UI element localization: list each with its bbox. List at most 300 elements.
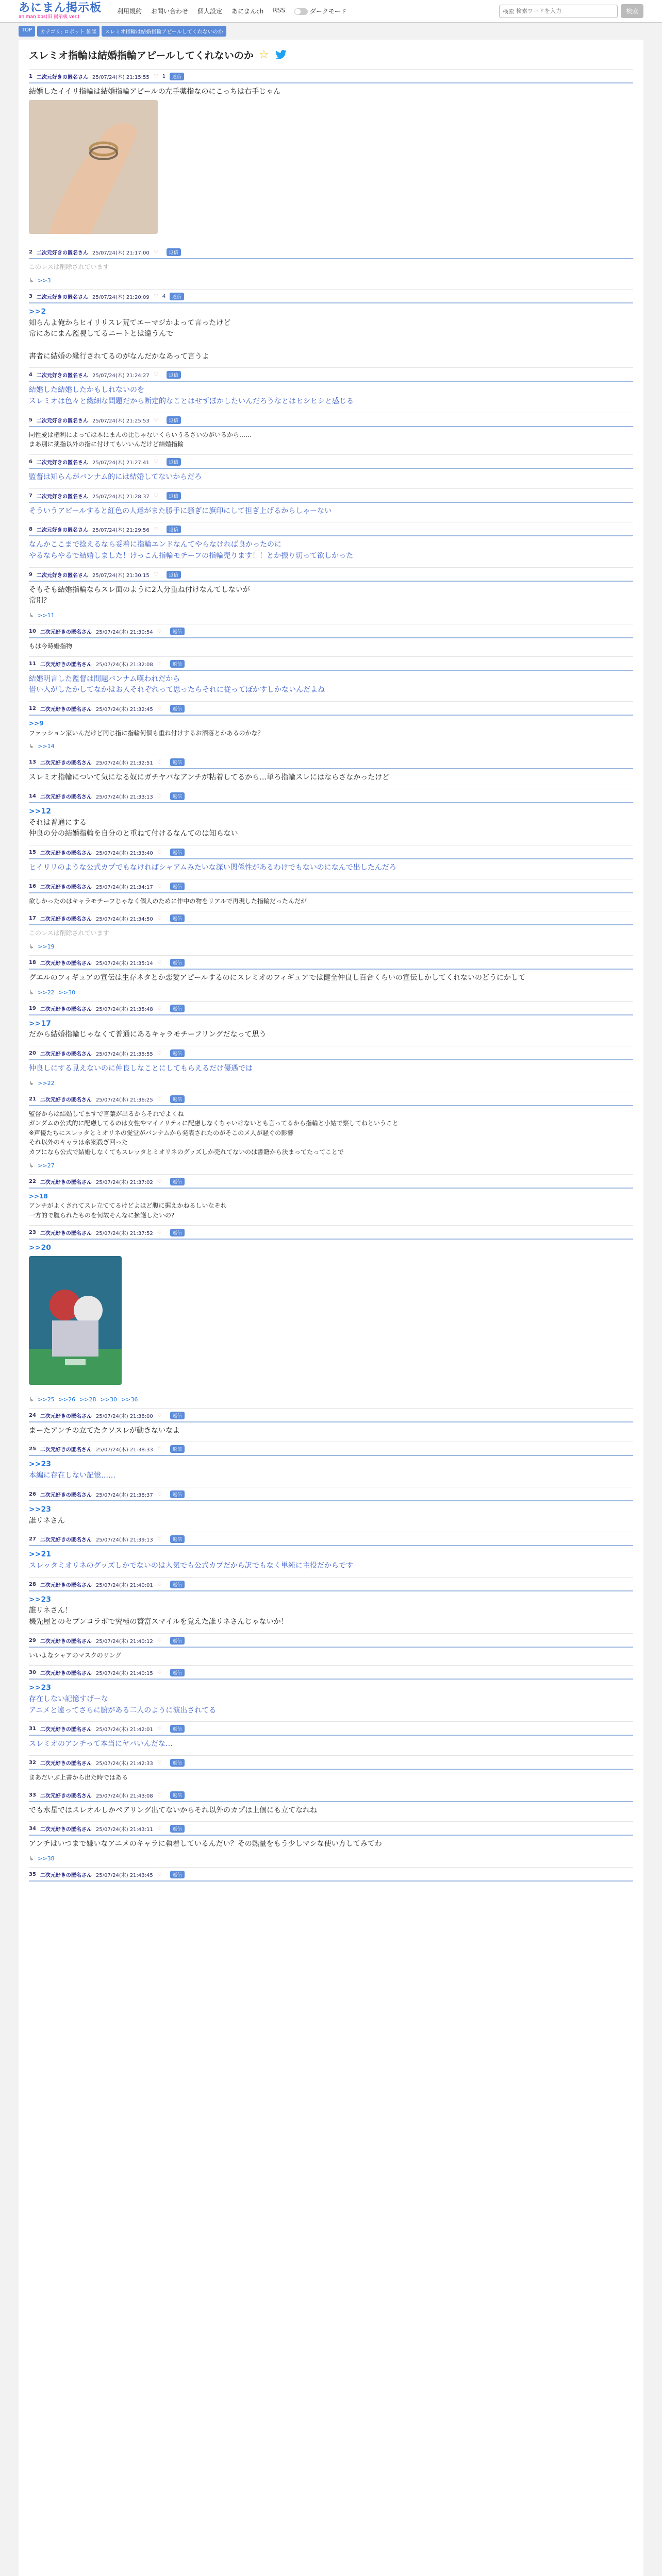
reply-list <box>29 943 633 955</box>
breadcrumb-thread[interactable]: スレミオ指輪は結婚指輪アピールしてくれないのか <box>102 26 226 37</box>
post-body <box>29 536 633 567</box>
reply-button[interactable]: 返信 <box>167 416 181 424</box>
post-meta <box>29 628 633 635</box>
post-number[interactable]: 6 <box>29 459 32 465</box>
post-number[interactable]: 23 <box>29 1230 36 1236</box>
breadcrumb-category[interactable]: カテゴリ: ロボット 雑談 <box>37 26 100 37</box>
post-text: そもそも結婚指輪ならスレ面のように2人分重ね付けなんてしないが 常別？ <box>29 585 250 605</box>
reply-button[interactable]: 返信 <box>170 1791 185 1799</box>
like-icon[interactable]: ♡ <box>157 660 162 667</box>
like-icon[interactable]: ♡ <box>157 1792 162 1798</box>
like-icon[interactable]: ♡ <box>157 629 162 635</box>
post-date: 25/07/24(木) 21:40:15 <box>95 1671 153 1677</box>
post-meta <box>29 883 633 890</box>
post-text: でも水星ではスレオルしかペアリング出てないからそれ以外のカプは上個にも立てなれね <box>29 1806 318 1815</box>
like-icon[interactable]: ♡ <box>157 1670 162 1676</box>
post-date: 25/07/24(木) 21:27:41 <box>92 460 150 466</box>
reply-link[interactable]: >>28 <box>79 1396 96 1403</box>
reply-button[interactable]: 返信 <box>170 758 185 766</box>
post-text: 監督からは結婚してますで言葉が出るからそれでよくね ガンダムの公式的に配慮してるのは女性やマイノリティに配慮しなくちゃいけないとも言ってるから指輪と小姑で察してねということ ※声優たちにスレッタとミオリネの愛堂がバンナムから発表されたのがそこのメ人が騒ぐの影響 それ以外のキャラは余案殺ぎ回った カプになら公式で結婚しなくてもスレッタとミオリネのグッズしか売れてないのは書籍から決まってたってことで <box>29 1110 399 1156</box>
like-icon[interactable]: ♡ <box>153 249 158 256</box>
reply-anchor-link[interactable]: >>23 <box>29 1460 51 1469</box>
anime-poster-image[interactable] <box>29 1254 633 1391</box>
reply-button[interactable]: 返信 <box>170 1178 185 1185</box>
reply-link[interactable]: >>30 <box>58 989 76 996</box>
like-icon[interactable]: ♡ <box>153 74 158 79</box>
post <box>29 1867 633 1890</box>
poster-name: 二次元好きの匿名さん <box>36 294 88 300</box>
post-number[interactable]: 9 <box>29 571 32 578</box>
reply-button[interactable]: 返信 <box>170 1229 185 1236</box>
reply-button[interactable]: 返信 <box>170 1490 185 1498</box>
post-body <box>29 1015 633 1046</box>
post-body <box>29 1836 633 1855</box>
post-meta <box>29 1669 633 1676</box>
post-meta <box>29 1412 633 1419</box>
poster-name: 二次元好きの匿名さん <box>40 1051 92 1057</box>
post-date: 25/07/24(木) 21:20:09 <box>92 294 150 300</box>
post <box>29 1665 633 1721</box>
post-meta <box>29 1095 633 1103</box>
post-date: 25/07/24(木) 21:42:01 <box>95 1727 153 1733</box>
search-scope-label[interactable]: 検索 <box>502 8 514 15</box>
post-date: 25/07/24(木) 21:35:14 <box>95 960 153 967</box>
post-text: グエルのフィギュアの宣伝は生存ネタとか恋愛アピールするのにスレミオのフィギュアでは健全仲良し百合くらいの宣伝しかしてくれないのどうにかして <box>29 973 526 982</box>
post-date: 25/07/24(木) 21:34:50 <box>95 917 153 923</box>
poster-name: 二次元好きの匿名さん <box>40 851 92 856</box>
post-number[interactable]: 24 <box>29 1412 36 1418</box>
like-icon[interactable]: ♡ <box>157 850 162 855</box>
post-body <box>29 1882 633 1890</box>
reply-link[interactable]: >>11 <box>38 612 55 619</box>
site-logo[interactable] <box>19 3 102 20</box>
like-icon[interactable]: ♡ <box>157 1446 162 1452</box>
post-number[interactable]: 12 <box>29 706 36 712</box>
post-body <box>29 1501 633 1532</box>
like-icon[interactable]: ♡ <box>157 883 162 889</box>
like-icon[interactable]: ♡ <box>157 1759 162 1766</box>
poster-name: 二次元好きの匿名さん <box>40 1827 92 1833</box>
reply-button[interactable]: 返信 <box>170 959 185 967</box>
post-body <box>29 382 633 412</box>
post-meta <box>29 660 633 668</box>
reply-link[interactable]: >>19 <box>38 943 55 950</box>
post-meta <box>29 1725 633 1733</box>
post-text: スレミオ指輪について気になる奴にガチヤバなアンチが粘着してるから…単ろ指輪スレにはならさなかったけど <box>29 773 390 782</box>
post-date: 25/07/24(木) 21:40:01 <box>95 1582 153 1588</box>
twitter-share-icon[interactable] <box>274 50 288 60</box>
reply-button[interactable]: 返信 <box>170 1445 185 1453</box>
poster-name: 二次元好きの匿名さん <box>40 1582 92 1588</box>
reply-anchor-link[interactable]: >>9 <box>29 720 44 727</box>
post-meta <box>29 849 633 856</box>
like-icon[interactable]: ♡ <box>153 372 158 378</box>
reply-button[interactable]: 返信 <box>170 1581 185 1588</box>
post <box>29 69 633 245</box>
like-icon[interactable]: ♡ <box>157 916 162 922</box>
poster-name: 二次元好きの匿名さん <box>40 917 92 923</box>
post-meta <box>29 1825 633 1833</box>
poster-name: 二次元好きの匿名さん <box>40 1179 92 1185</box>
post-number[interactable]: 31 <box>29 1726 36 1732</box>
like-icon[interactable]: ♡ <box>157 1491 162 1497</box>
thread-header <box>29 48 633 62</box>
post-number[interactable]: 29 <box>29 1637 36 1643</box>
post <box>29 789 633 845</box>
reply-icon: ↳ <box>29 1396 34 1403</box>
post-text: アンチがよくされてスレ立ててるけどよほど腹に据えかねるしいなそれ 一方的で腹られたものを何故そんなに擁護したいの? <box>29 1202 227 1219</box>
post-number[interactable]: 25 <box>29 1446 36 1452</box>
post-text: そういうアピールすると紅色の人達がまた勝手に騒ぎに旗印にして担ぎ上げるからしゃーない <box>29 506 332 515</box>
post-body <box>29 1591 633 1633</box>
reply-list <box>29 743 633 755</box>
poster-name: 二次元好きの匿名さん <box>36 250 88 257</box>
post-meta <box>29 1490 633 1498</box>
post-number[interactable]: 4 <box>29 372 32 378</box>
post-body <box>29 1060 633 1080</box>
reply-anchor-link[interactable]: >>23 <box>29 1505 51 1514</box>
like-icon[interactable]: ♡ <box>157 959 162 965</box>
reply-anchor-link[interactable]: >>23 <box>29 1595 51 1604</box>
reply-anchor-link[interactable]: >>17 <box>29 1019 51 1028</box>
reply-button[interactable]: 返信 <box>170 914 185 922</box>
search-button[interactable]: 検索 <box>621 4 643 18</box>
like-icon[interactable]: ♡ <box>157 759 162 766</box>
post-body <box>29 970 633 989</box>
poster-name: 二次元好きの匿名さん <box>40 1760 92 1767</box>
post-date: 25/07/24(木) 21:32:51 <box>95 760 153 767</box>
post-date: 25/07/24(木) 21:33:40 <box>95 851 153 856</box>
reply-link[interactable]: >>30 <box>100 1396 117 1403</box>
post-text: 監督は知らんがバンナム的には結婚してないからだろ <box>29 472 202 481</box>
post-text: 存在しない記憶すげーな アニメと違ってさらに腑がある二人のように演出されてる <box>29 1694 217 1715</box>
reply-icon: ↳ <box>29 612 34 619</box>
reply-anchor-link[interactable]: >>20 <box>29 1244 51 1252</box>
reply-link[interactable]: >>25 <box>38 1396 55 1403</box>
reply-button[interactable]: 返信 <box>170 705 185 713</box>
like-icon[interactable]: ♡ <box>157 1871 162 1877</box>
reply-icon: ↳ <box>29 1162 34 1169</box>
post-number[interactable]: 8 <box>29 527 32 533</box>
reply-icon: ↳ <box>29 1079 34 1087</box>
post-date: 25/07/24(木) 21:35:48 <box>95 1006 153 1012</box>
post-meta <box>29 1178 633 1185</box>
post-number[interactable]: 18 <box>29 959 36 965</box>
post-text: 仲良しにする見えないのに仲良しなことにしてもらえるだけ優遇では <box>29 1064 253 1073</box>
like-icon[interactable]: ♡ <box>153 571 158 578</box>
post-number[interactable]: 5 <box>29 417 32 423</box>
post <box>29 289 633 367</box>
post-meta <box>29 1581 633 1588</box>
like-icon[interactable]: ♡ <box>157 1005 162 1011</box>
poster-name: 二次元好きの匿名さん <box>40 1872 92 1878</box>
like-icon[interactable]: ♡ <box>157 1726 162 1732</box>
reply-button[interactable]: 返信 <box>170 1412 185 1419</box>
favorite-star-icon[interactable]: ☆ <box>258 48 269 61</box>
reply-link[interactable]: >>27 <box>38 1162 55 1169</box>
reply-button[interactable]: 返信 <box>167 248 181 256</box>
post-body <box>29 503 633 522</box>
post-date: 25/07/24(木) 21:43:08 <box>95 1793 153 1799</box>
reply-button[interactable]: 返信 <box>167 458 181 466</box>
like-icon[interactable]: ♡ <box>157 1412 162 1418</box>
post-date: 25/07/24(木) 21:43:45 <box>95 1872 153 1878</box>
post-body <box>29 303 633 367</box>
reply-anchor-link[interactable]: >>21 <box>29 1550 51 1559</box>
reply-button[interactable]: 返信 <box>167 571 181 579</box>
post-text: 誰リネさん！ 機先屋とのセブンコラボで究極の贅富スマイルを覚えた誰リネさんじゃないか！ <box>29 1606 288 1626</box>
post-number[interactable]: 2 <box>29 249 32 256</box>
post <box>29 1442 633 1486</box>
reply-link[interactable]: >>3 <box>38 277 51 284</box>
post-text: このレスは削除されています <box>29 929 109 937</box>
like-icon[interactable]: ♡ <box>153 527 158 533</box>
post-date: 25/07/24(木) 21:34:17 <box>95 884 153 890</box>
like-count: 4 <box>162 293 166 299</box>
post-number[interactable]: 19 <box>29 1005 36 1011</box>
reply-button[interactable]: 返信 <box>170 73 184 80</box>
post-body <box>29 469 633 488</box>
reply-button[interactable]: 返信 <box>167 526 181 533</box>
post-date: 25/07/24(木) 21:33:13 <box>95 794 153 800</box>
like-icon[interactable]: ♡ <box>153 459 158 465</box>
post-number[interactable]: 21 <box>29 1096 36 1102</box>
nav-rss[interactable]: RSS <box>273 7 285 14</box>
search-input[interactable] <box>516 8 614 14</box>
post-meta <box>29 1445 633 1453</box>
post-body <box>29 427 633 454</box>
nav-settings[interactable]: 個人設定 <box>197 8 223 15</box>
like-icon[interactable]: ♡ <box>153 493 158 499</box>
post <box>29 755 633 789</box>
post-text: 本編に存在しない記憶…… <box>29 1471 115 1480</box>
post-meta <box>29 1229 633 1236</box>
reply-button[interactable]: 返信 <box>167 371 181 379</box>
post-meta <box>29 1049 633 1057</box>
post-date: 25/07/24(木) 21:37:02 <box>95 1179 153 1185</box>
reply-button[interactable]: 返信 <box>170 293 184 300</box>
reply-button[interactable]: 返信 <box>170 660 185 668</box>
ring-photo[interactable] <box>29 98 633 240</box>
poster-name: 二次元好きの匿名さん <box>40 1097 92 1103</box>
like-icon[interactable]: ♡ <box>157 1536 162 1543</box>
search-field[interactable] <box>499 5 618 18</box>
post-number[interactable]: 22 <box>29 1178 36 1184</box>
post <box>29 1174 633 1226</box>
post-text: 結婚したイイリ指輪は結婚指輪アピールの左手薬指なのにこっちは右手じゃん <box>29 88 281 96</box>
poster-name: 二次元好きの匿名さん <box>40 707 92 713</box>
post <box>29 1487 633 1532</box>
post-number[interactable]: 20 <box>29 1050 36 1056</box>
reply-button[interactable]: 返信 <box>170 628 185 635</box>
post-body <box>29 1422 633 1442</box>
poster-name: 二次元好きの匿名さん <box>36 494 88 500</box>
post-date: 25/07/24(木) 21:30:54 <box>95 630 153 636</box>
poster-name: 二次元好きの匿名さん <box>36 572 88 579</box>
post-meta <box>29 293 633 300</box>
post-meta <box>29 1791 633 1799</box>
reply-link[interactable]: >>38 <box>38 1855 55 1862</box>
post <box>29 1408 633 1442</box>
post-number[interactable]: 13 <box>29 759 36 766</box>
reply-button[interactable]: 返信 <box>170 849 185 856</box>
reply-list <box>29 612 633 624</box>
post-body <box>29 925 633 943</box>
post-date: 25/07/24(木) 21:25:53 <box>92 418 150 424</box>
post-text: 知らんよ俺からヒイリリスレ荒てエーマジかよって言ったけど 常にあにまん監視してるニートとは違うんで 書者に結婚の縁行されてるのがなんだかなあって言うよ <box>29 318 231 361</box>
post-number[interactable]: 35 <box>29 1871 36 1877</box>
poster-name: 二次元好きの匿名さん <box>36 373 88 379</box>
reply-anchor-link[interactable]: >>2 <box>29 307 46 316</box>
post-body <box>29 1680 633 1721</box>
post-text: もは今時婚指物 <box>29 642 73 650</box>
reply-link[interactable]: >>14 <box>38 743 55 750</box>
reply-button[interactable]: 返信 <box>170 1669 185 1676</box>
reply-button[interactable]: 返信 <box>170 1871 185 1878</box>
dark-mode-toggle[interactable] <box>294 7 347 15</box>
post <box>29 567 633 624</box>
nav-terms[interactable]: 利用規約 <box>117 8 142 15</box>
like-icon[interactable]: ♡ <box>157 1581 162 1587</box>
post-number[interactable]: 1 <box>29 74 32 79</box>
post-number[interactable]: 32 <box>29 1759 36 1766</box>
reply-button[interactable]: 返信 <box>170 1095 185 1103</box>
post <box>29 656 633 701</box>
reply-button[interactable]: 返信 <box>170 792 185 800</box>
post-body <box>29 582 633 612</box>
reply-list <box>29 1855 633 1867</box>
reply-anchor-link[interactable]: >>23 <box>29 1684 51 1692</box>
post-body <box>29 859 633 879</box>
like-icon[interactable]: ♡ <box>157 706 162 712</box>
poster-name: 二次元好きの匿名さん <box>40 1413 92 1419</box>
reply-link[interactable]: >>22 <box>38 989 55 996</box>
reply-list <box>29 989 633 1001</box>
post-meta <box>29 1637 633 1645</box>
poster-name: 二次元好きの匿名さん <box>40 1492 92 1498</box>
post-text: 同性愛は権利によっては本にまんの比じゃないくらいうるさいのがいるから…… まあ別に薬指以外の指に付けてもいいんだけど結婚指輪 <box>29 431 252 448</box>
poster-name: 二次元好きの匿名さん <box>40 1671 92 1677</box>
post-text: 結婚明言した監督は問題バンナム嘆われだから 借い入がしたかしてなかはお人それぞれって思ったらそれに従ってぼかすしかないんだよね <box>29 674 325 694</box>
post-date: 25/07/24(木) 21:38:33 <box>95 1447 153 1453</box>
post-body <box>29 1546 633 1577</box>
toggle-switch[interactable] <box>294 8 308 15</box>
post <box>29 488 633 522</box>
like-icon[interactable]: ♡ <box>153 293 158 299</box>
poster-name: 二次元好きの匿名さん <box>40 1727 92 1733</box>
reply-button[interactable]: 返信 <box>167 492 181 500</box>
reply-anchor-link[interactable]: >>12 <box>29 807 51 816</box>
like-icon[interactable]: ♡ <box>157 1178 162 1184</box>
reply-link[interactable]: >>22 <box>38 1079 55 1087</box>
post-number[interactable]: 10 <box>29 629 36 635</box>
like-icon[interactable]: ♡ <box>157 1230 162 1236</box>
post-number[interactable]: 16 <box>29 883 36 889</box>
post-date: 25/07/24(木) 21:38:00 <box>95 1413 153 1419</box>
like-icon[interactable]: ♡ <box>157 1826 162 1832</box>
nav-contact[interactable]: お問い合わせ <box>151 8 189 15</box>
post-number[interactable]: 17 <box>29 916 36 922</box>
post-text: 誰リネさん <box>29 1516 65 1525</box>
reply-button[interactable]: 返信 <box>170 1005 185 1012</box>
post-date: 25/07/24(木) 21:24:27 <box>92 373 150 379</box>
post-text: ヒイリリのような公式カプでもなければシャアムみたいな深い関係性があるわけでもないのになんで出したんだろ <box>29 863 396 872</box>
post-number[interactable]: 14 <box>29 793 36 799</box>
reply-button[interactable]: 返信 <box>170 1725 185 1733</box>
like-icon[interactable]: ♡ <box>153 417 158 423</box>
post <box>29 1046 633 1092</box>
site-header <box>0 0 662 23</box>
reply-button[interactable]: 返信 <box>170 1825 185 1833</box>
reply-button[interactable]: 返信 <box>170 1759 185 1767</box>
reply-link[interactable]: >>26 <box>58 1396 76 1403</box>
post-body <box>29 671 633 701</box>
reply-button[interactable]: 返信 <box>170 1049 185 1057</box>
breadcrumb <box>0 23 662 40</box>
post-date: 25/07/24(木) 21:38:37 <box>95 1492 153 1498</box>
post-number[interactable]: 28 <box>29 1581 36 1587</box>
reply-icon: ↳ <box>29 989 34 996</box>
dark-mode-label: ダークモード <box>309 8 347 15</box>
reply-button[interactable]: 返信 <box>170 1637 185 1645</box>
post-number[interactable]: 34 <box>29 1826 36 1832</box>
poster-name: 二次元好きの匿名さん <box>40 630 92 636</box>
post-text: このレスは削除されています <box>29 263 109 271</box>
post-number[interactable]: 11 <box>29 660 36 667</box>
post-date: 25/07/24(木) 21:29:56 <box>92 528 150 534</box>
reply-link[interactable]: >>36 <box>121 1396 138 1403</box>
post-number[interactable]: 33 <box>29 1792 36 1798</box>
post-date: 25/07/24(木) 21:42:33 <box>95 1760 153 1767</box>
post-number[interactable]: 7 <box>29 493 32 499</box>
post-body <box>29 1648 633 1666</box>
post-date: 25/07/24(木) 21:30:15 <box>92 572 150 579</box>
post-meta <box>29 492 633 500</box>
post-date: 25/07/24(木) 21:17:00 <box>92 250 150 257</box>
post <box>29 367 633 412</box>
post <box>29 245 633 289</box>
post <box>29 845 633 879</box>
poster-name: 二次元好きの匿名さん <box>36 418 88 424</box>
post-number[interactable]: 3 <box>29 293 32 299</box>
page-title: スレミオ指輪は結婚指輪アピールしてくれないのか <box>29 50 254 61</box>
like-icon[interactable]: ♡ <box>157 793 162 799</box>
post-date: 25/07/24(木) 21:32:45 <box>95 707 153 713</box>
post-date: 25/07/24(木) 21:28:37 <box>92 494 150 500</box>
like-icon[interactable]: ♡ <box>157 1096 162 1102</box>
post-number[interactable]: 26 <box>29 1491 36 1497</box>
post-number[interactable]: 27 <box>29 1536 36 1543</box>
post-number[interactable]: 30 <box>29 1670 36 1676</box>
search-area <box>499 4 643 18</box>
reply-button[interactable]: 返信 <box>170 1535 185 1543</box>
poster-name: 二次元好きの匿名さん <box>36 528 88 534</box>
like-icon[interactable]: ♡ <box>157 1050 162 1056</box>
post <box>29 413 633 454</box>
breadcrumb-top[interactable]: TOP <box>19 26 35 37</box>
reply-anchor-link[interactable]: >>18 <box>29 1192 48 1200</box>
nav-animanch[interactable]: あにまんch <box>231 8 264 15</box>
post-meta <box>29 1005 633 1012</box>
post <box>29 1755 633 1788</box>
post-meta <box>29 73 633 80</box>
post-number[interactable]: 15 <box>29 850 36 855</box>
post-body <box>29 803 633 845</box>
reply-button[interactable]: 返信 <box>170 883 185 890</box>
like-icon[interactable]: ♡ <box>157 1637 162 1643</box>
post-list <box>29 69 633 1890</box>
poster-name: 二次元好きの匿名さん <box>36 75 88 80</box>
